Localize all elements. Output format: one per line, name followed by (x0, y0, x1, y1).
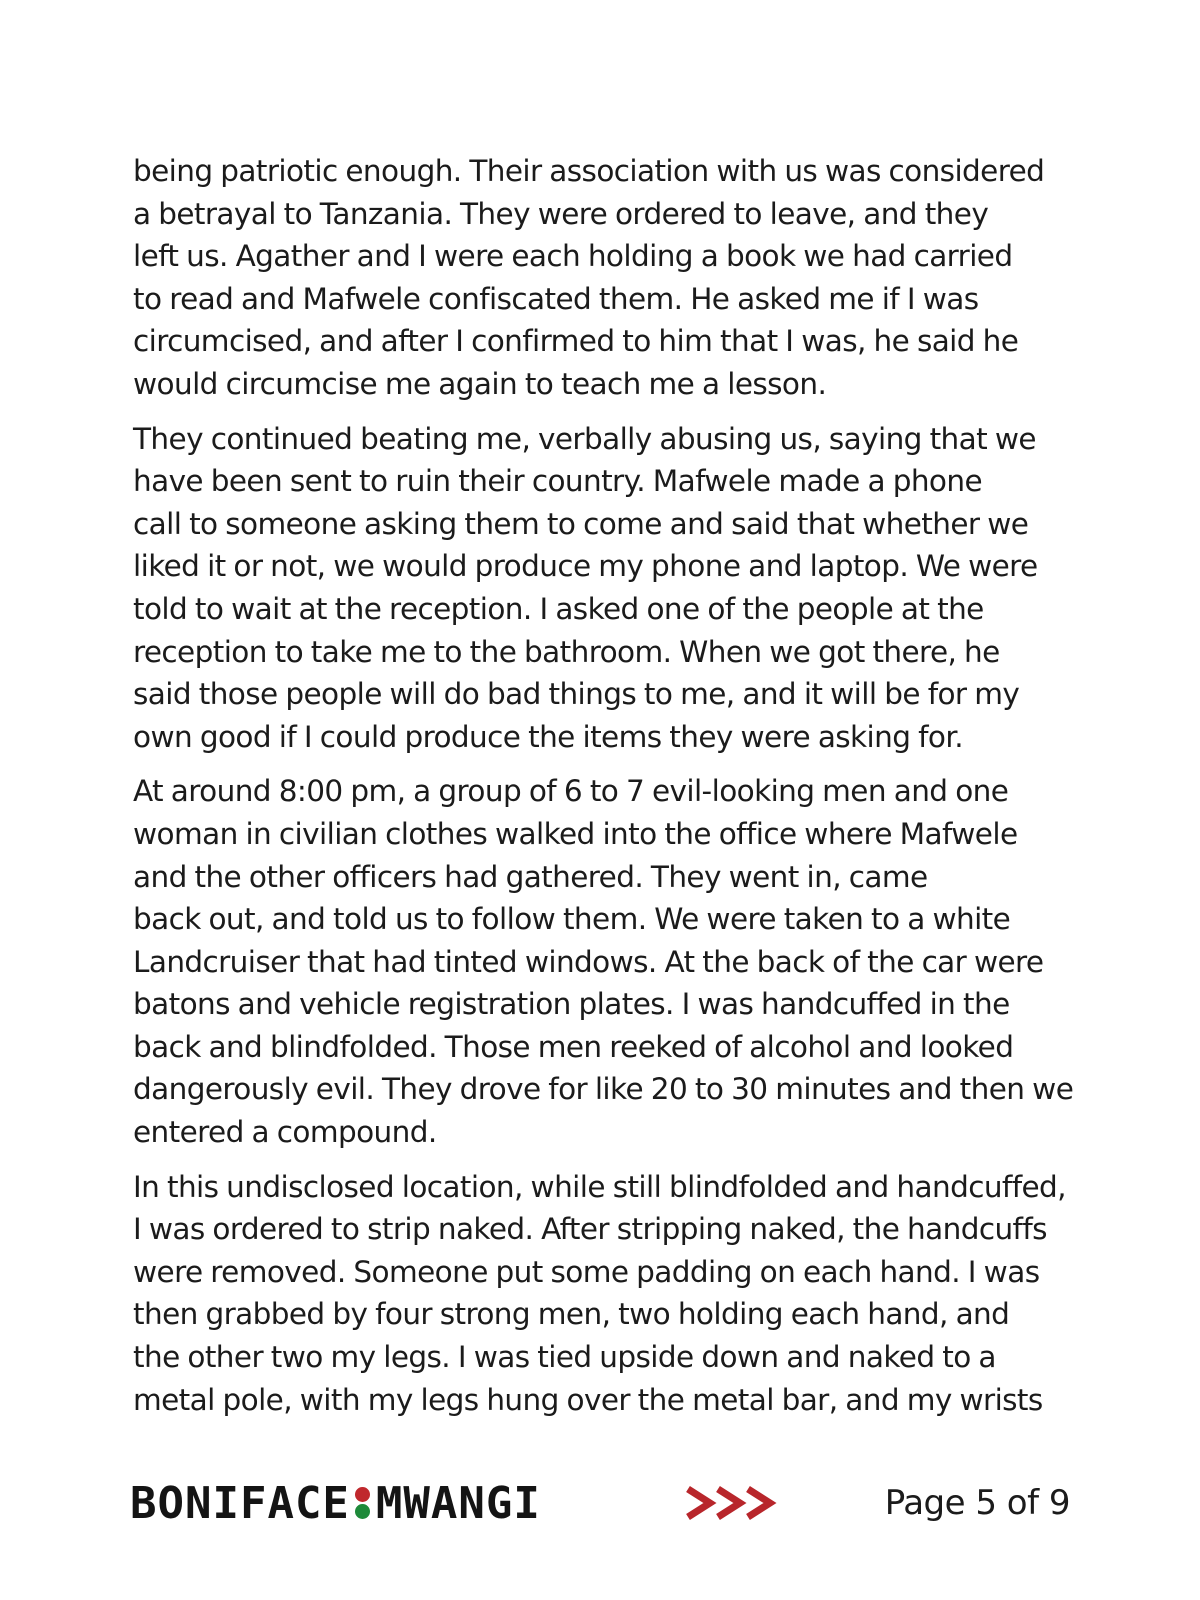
brand-logo (130, 1478, 541, 1528)
text-line: back and blindfolded. Those men reeked of alcohol and looked (133, 1029, 1014, 1064)
text-line: told to wait at the reception. I asked one of the people at the (133, 591, 984, 626)
text-line: entered a compound. (133, 1115, 437, 1150)
text-line: dangerously evil. They drove for like 20 to 30 minutes and then we (133, 1072, 1074, 1107)
text-line: the other two my legs. I was tied upside down and naked to a (133, 1340, 996, 1375)
text-line: At around 8:00 pm, a group of 6 to 7 evil-looking men and one (133, 774, 1009, 809)
text-line: woman in civilian clothes walked into the office where Mafwele (133, 816, 1018, 851)
green-dot-icon (355, 1504, 370, 1519)
brand-last-name: MWANGI (375, 1477, 541, 1529)
page-footer (130, 1478, 1070, 1538)
paragraph-1 (133, 150, 1068, 406)
text-line: and the other officers had gathered. They went in, came (133, 859, 928, 894)
text-line: would circumcise me again to teach me a lesson. (133, 366, 827, 401)
text-line: then grabbed by four strong men, two holding each hand, and (133, 1297, 1010, 1332)
text-line: a betrayal to Tanzania. They were ordered to leave, and they (133, 196, 989, 231)
text-line: batons and vehicle registration plates. I was handcuffed in the (133, 987, 1010, 1022)
text-line: I was ordered to strip naked. After stripping naked, the handcuffs (133, 1212, 1047, 1247)
text-line: have been sent to ruin their country. Mafwele made a phone (133, 464, 983, 499)
paragraph-4 (133, 1166, 1068, 1422)
text-line: liked it or not, we would produce my phone and laptop. We were (133, 549, 1038, 584)
text-line: to read and Mafwele confiscated them. He asked me if I was (133, 281, 979, 316)
text-line: Landcruiser that had tinted windows. At the back of the car were (133, 944, 1044, 979)
text-line: being patriotic enough. Their association with us was considered (133, 154, 1045, 188)
text-line: metal pole, with my legs hung over the metal bar, and my wrists (133, 1382, 1043, 1417)
paragraph-3 (133, 770, 1074, 1153)
text-line: circumcised, and after I confirmed to him that I was, he said he (133, 324, 1019, 359)
triple-chevron-right-icon (684, 1480, 780, 1526)
brand-separator-icon (352, 1480, 374, 1526)
text-line: said those people will do bad things to me, and it will be for my (133, 677, 1020, 712)
document-body (133, 150, 1074, 1433)
next-page-arrows-icon (684, 1483, 780, 1523)
text-line: back out, and told us to follow them. We were taken to a white (133, 902, 1011, 937)
text-line: call to someone asking them to come and said that whether we (133, 506, 1029, 541)
text-line: own good if I could produce the items they were asking for. (133, 719, 963, 754)
paragraph-2 (133, 418, 1068, 759)
text-line: reception to take me to the bathroom. When we got there, he (133, 634, 1000, 669)
page-number: Page 5 of 9 (884, 1483, 1070, 1523)
text-line: left us. Agather and I were each holding a book we had carried (133, 239, 1013, 274)
red-dot-icon (355, 1487, 370, 1502)
text-line: In this undisclosed location, while still blindfolded and handcuffed, (133, 1169, 1066, 1204)
text-line: They continued beating me, verbally abusing us, saying that we (133, 421, 1036, 456)
brand-first-name: BONIFACE (130, 1477, 350, 1529)
text-line: were removed. Someone put some padding on each hand. I was (133, 1254, 1040, 1289)
